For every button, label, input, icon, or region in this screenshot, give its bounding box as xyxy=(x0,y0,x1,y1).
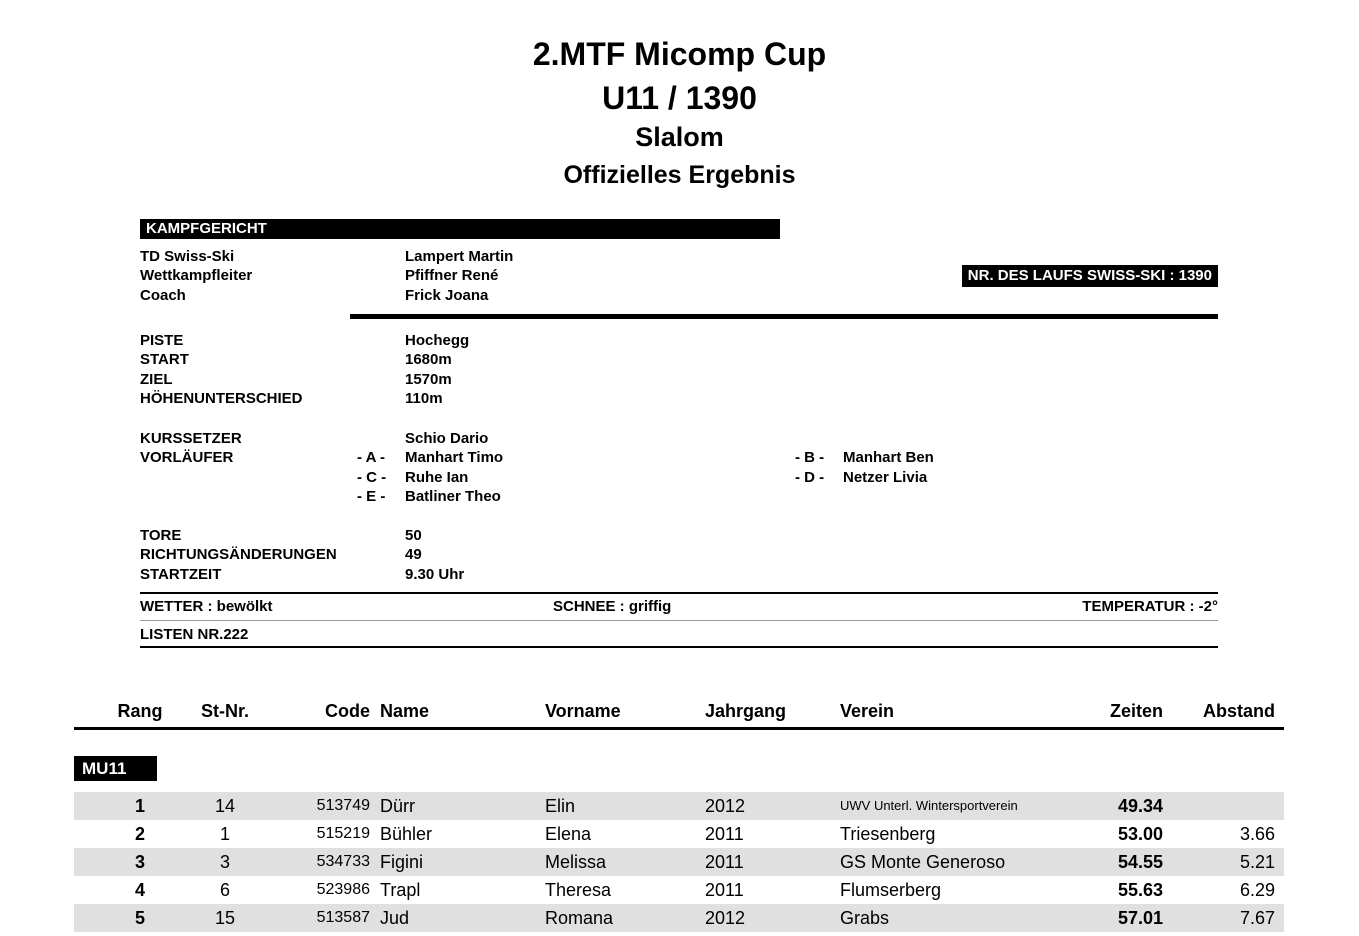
cell-code: 515219 xyxy=(316,825,370,842)
kampfgericht-header-bar xyxy=(140,219,780,239)
cell-verein: UWV Unterl. Wintersportverein xyxy=(840,798,1018,813)
conditions-divider-bottom xyxy=(140,646,1218,648)
forerunner-name-c: Ruhe Ian xyxy=(405,469,469,486)
cell-jahrgang: 2011 xyxy=(705,880,744,900)
cell-jahrgang: 2011 xyxy=(705,852,744,872)
cell-stnr: 1 xyxy=(219,824,230,844)
table-row xyxy=(74,792,1284,820)
forerunner-name-b: Manhart Ben xyxy=(843,449,934,466)
forerunner-tag-e: - E - xyxy=(357,488,386,505)
run-number-badge: NR. DES LAUFS SWISS-SKI : 1390 xyxy=(962,265,1218,287)
coursesetter-label: KURSSETZER xyxy=(140,430,242,447)
forerunner-tag-c: - C - xyxy=(357,469,387,486)
cell-zeit: 55.63 xyxy=(1117,880,1163,900)
forerunner-name-a: Manhart Timo xyxy=(405,449,504,466)
cell-verein: Flumserberg xyxy=(840,880,942,900)
cell-jahrgang: 2012 xyxy=(705,796,746,816)
conditions-divider-top xyxy=(140,592,1218,594)
gates-value-richtungsaenderungen: 49 xyxy=(405,546,422,563)
forerunner-name-e: Batliner Theo xyxy=(405,488,501,505)
cell-rang: 1 xyxy=(134,796,145,816)
coursesetter-name: Schio Dario xyxy=(405,430,489,447)
forerunner-label: VORLÄUFER xyxy=(140,449,234,466)
snow-text: SCHNEE : griffig xyxy=(553,598,672,615)
official-role-wettkampfleiter: Wettkampfleiter xyxy=(140,267,253,284)
cell-zeit: 49.34 xyxy=(1117,796,1163,816)
discipline-title: Slalom xyxy=(635,122,724,152)
course-value-ziel: 1570m xyxy=(405,371,452,388)
gates-label-tore: TORE xyxy=(140,527,182,544)
cell-verein: Triesenberg xyxy=(840,824,936,844)
column-header-zeiten: Zeiten xyxy=(1109,701,1163,721)
cell-name: Bühler xyxy=(380,824,433,844)
official-name-wettkampfleiter: Pfiffner René xyxy=(405,267,499,284)
weather-text: WETTER : bewölkt xyxy=(140,598,273,615)
course-value-hoehenunterschied: 110m xyxy=(405,390,443,407)
course-label-piste: PISTE xyxy=(140,332,184,349)
column-header-jahrgang: Jahrgang xyxy=(705,701,787,721)
category-run-title: U11 / 1390 xyxy=(602,80,757,116)
forerunner-tag-d: - D - xyxy=(795,469,825,486)
temperature-text: TEMPERATUR : -2° xyxy=(1082,598,1218,615)
cell-verein: Grabs xyxy=(840,908,890,928)
category-badge: MU11 xyxy=(74,756,157,781)
cell-code: 513749 xyxy=(316,797,370,814)
cell-abstand: 3.66 xyxy=(1239,824,1275,844)
cell-vorname: Theresa xyxy=(545,880,612,900)
column-header-name: Name xyxy=(380,701,430,721)
cell-jahrgang: 2011 xyxy=(705,824,744,844)
forerunner-tag-a: - A - xyxy=(357,449,386,466)
column-header-abstand: Abstand xyxy=(1203,701,1275,721)
cell-abstand: 7.67 xyxy=(1239,908,1275,928)
table-row xyxy=(74,820,1284,848)
course-value-start: 1680m xyxy=(405,351,452,368)
official-name-td: Lampert Martin xyxy=(405,248,514,265)
gates-value-tore: 50 xyxy=(405,527,422,544)
cell-rang: 4 xyxy=(134,880,145,900)
gates-value-startzeit: 9.30 Uhr xyxy=(405,566,465,583)
cell-zeit: 54.55 xyxy=(1117,852,1163,872)
forerunner-tag-b: - B - xyxy=(795,449,825,466)
table-row xyxy=(74,848,1284,876)
table-row xyxy=(74,904,1284,932)
official-role-td: TD Swiss-Ski xyxy=(140,248,235,265)
kampfgericht-header-label: KAMPFGERICHT xyxy=(146,220,267,237)
document-type-title: Offizielles Ergebnis xyxy=(563,161,796,189)
table-header-underline xyxy=(74,727,1284,730)
cell-zeit: 57.01 xyxy=(1117,908,1163,928)
column-header-code: Code xyxy=(325,701,370,721)
course-label-ziel: ZIEL xyxy=(140,371,173,388)
cell-name: Dürr xyxy=(380,796,415,816)
official-name-coach: Frick Joana xyxy=(405,287,489,304)
column-header-rang: Rang xyxy=(117,701,163,721)
event-title: 2.MTF Micomp Cup xyxy=(532,36,827,72)
cell-jahrgang: 2012 xyxy=(705,908,746,928)
cell-abstand: 5.21 xyxy=(1239,852,1275,872)
cell-vorname: Elin xyxy=(545,796,576,816)
cell-stnr: 3 xyxy=(219,852,230,872)
column-header-vorname: Vorname xyxy=(545,701,621,721)
column-header-verein: Verein xyxy=(840,701,895,721)
cell-stnr: 15 xyxy=(214,908,236,928)
cell-stnr: 14 xyxy=(214,796,236,816)
forerunner-name-d: Netzer Livia xyxy=(843,469,928,486)
cell-rang: 2 xyxy=(134,824,145,844)
cell-rang: 5 xyxy=(134,908,145,928)
list-number-text: LISTEN NR.222 xyxy=(140,626,249,643)
gates-label-richtungsaenderungen: RICHTUNGSÄNDERUNGEN xyxy=(140,546,337,563)
results-header-row xyxy=(74,698,1284,724)
course-label-hoehenunterschied: HÖHENUNTERSCHIED xyxy=(140,390,303,407)
cell-verein: GS Monte Generoso xyxy=(840,852,1006,872)
cell-abstand: 6.29 xyxy=(1239,880,1275,900)
cell-vorname: Romana xyxy=(545,908,614,928)
cell-name: Jud xyxy=(380,908,410,928)
gates-label-startzeit: STARTZEIT xyxy=(140,566,222,583)
cell-vorname: Elena xyxy=(545,824,592,844)
column-header-stnr: St-Nr. xyxy=(200,701,249,721)
course-label-start: START xyxy=(140,351,189,368)
cell-name: Figini xyxy=(380,852,424,872)
course-value-piste: Hochegg xyxy=(405,332,470,349)
conditions-divider-middle xyxy=(140,620,1218,621)
section-divider-thick xyxy=(350,314,1218,319)
cell-zeit: 53.00 xyxy=(1117,824,1163,844)
table-row xyxy=(74,876,1284,904)
cell-code: 523986 xyxy=(316,881,370,898)
cell-name: Trapl xyxy=(380,880,421,900)
cell-rang: 3 xyxy=(134,852,145,872)
official-role-coach: Coach xyxy=(140,287,186,304)
cell-vorname: Melissa xyxy=(545,852,607,872)
cell-code: 534733 xyxy=(316,853,370,870)
cell-code: 513587 xyxy=(316,909,370,926)
cell-stnr: 6 xyxy=(219,880,230,900)
